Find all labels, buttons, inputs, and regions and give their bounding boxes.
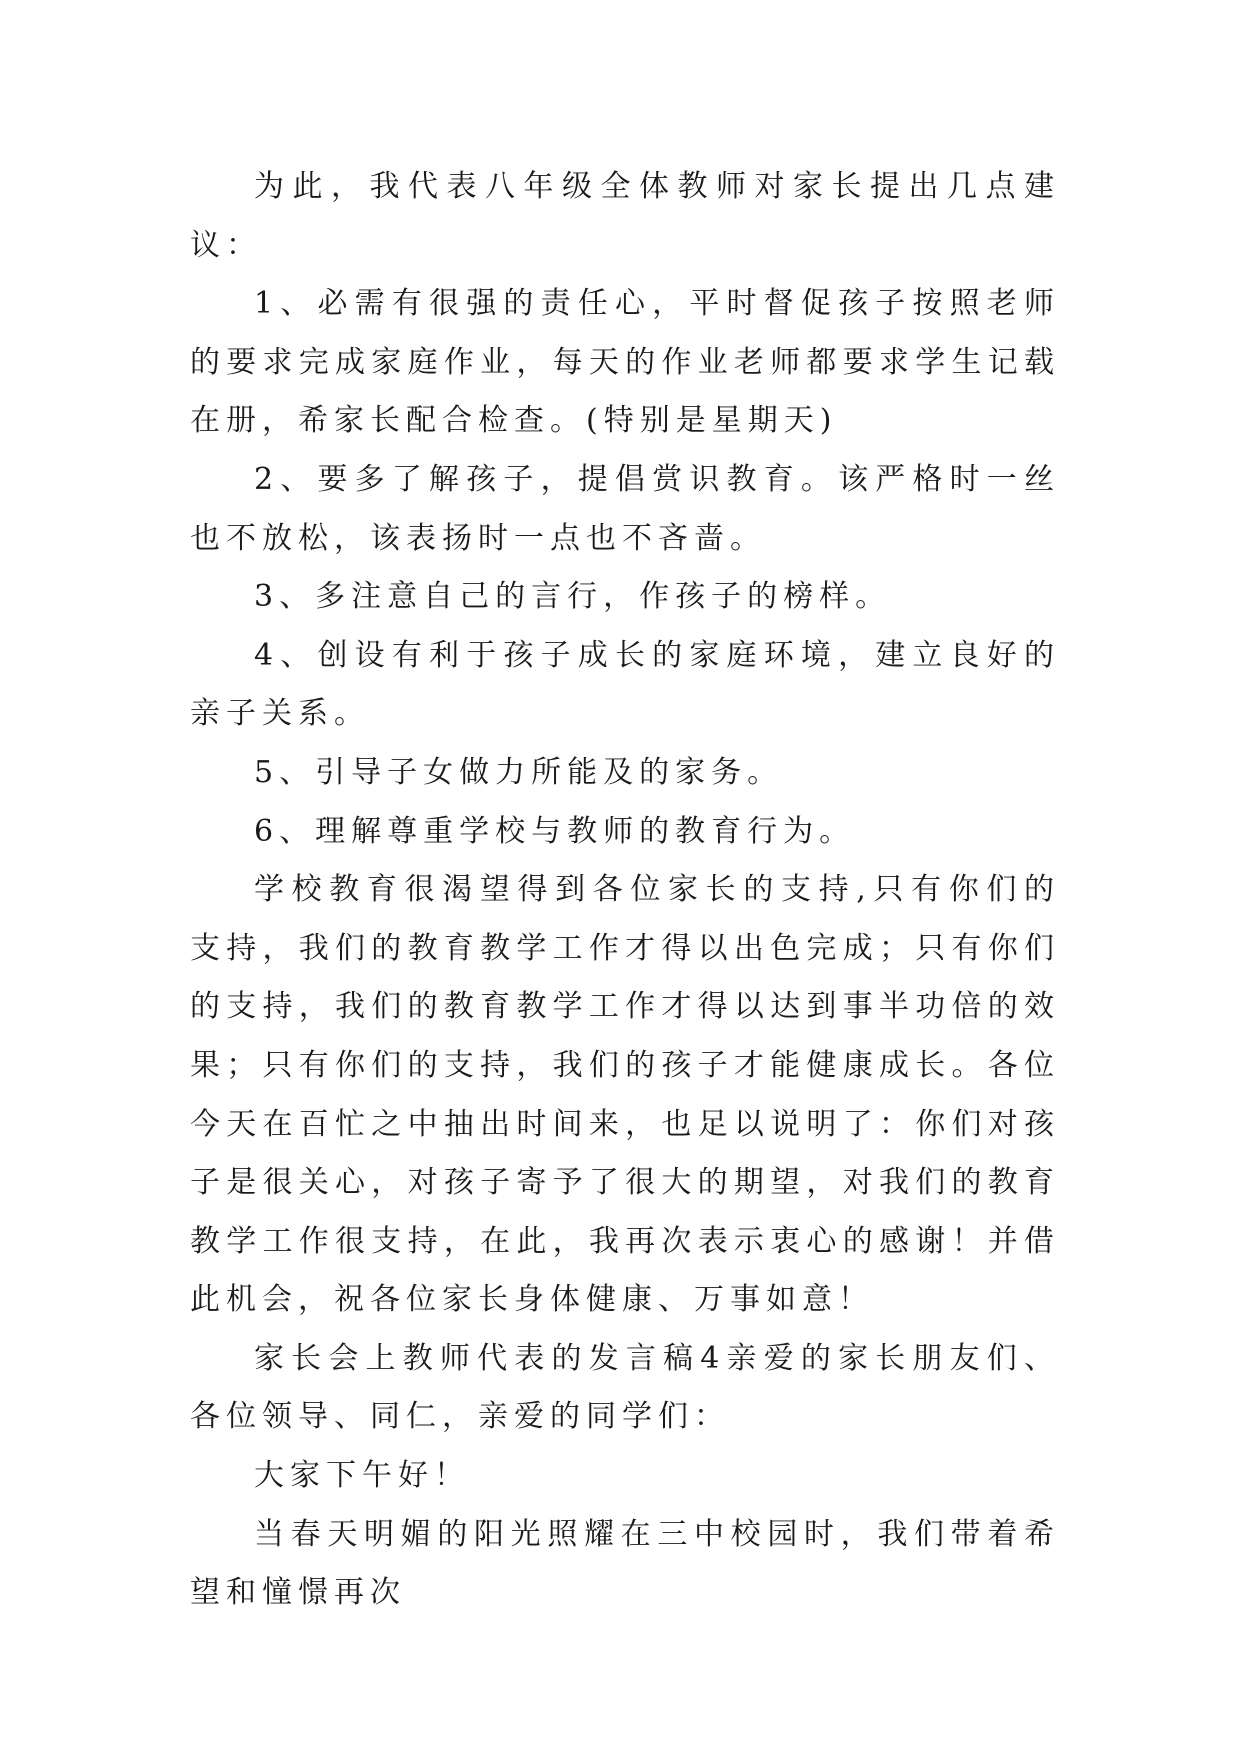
paragraph-suggestion-6: 6、理解尊重学校与教师的教育行为。	[254, 813, 856, 849]
paragraph-spring: 当春天明媚的阳光照耀在三中校园时，我们带着希望和憧憬再次	[190, 1516, 1060, 1611]
paragraph-thanks: 学校教育很渴望得到各位家长的支持,只有你们的支持，我们的教育教学工作才得以出色完成；只有你们的支持，我们的教育教学工作才得以达到事半功倍的效果；只有你们的支持，我们的孩子才能健康成长。各位今天在百忙之中抽出时间来，也足以说明了：你们对孩子是很关心，对孩子寄予了很大的期望，对我们的教育教学工作很支持，在此，我再次表示衷心的感谢！并借此机会，祝各位家长身体健康、万事如意！	[190, 872, 1060, 1318]
paragraph-suggestion-5: 5、引导子女做力所能及的家务。	[254, 754, 784, 790]
paragraph-greeting: 大家下午好！	[254, 1458, 470, 1494]
paragraph-intro: 为此，我代表八年级全体教师对家长提出几点建议：	[190, 169, 1060, 263]
document-body	[190, 158, 1060, 1623]
paragraph-suggestion-4: 4、创设有利于孩子成长的家庭环境，建立良好的亲子关系。	[190, 637, 1060, 732]
paragraph-suggestion-1: 1、必需有很强的责任心，平时督促孩子按照老师的要求完成家庭作业，每天的作业老师都要求学生记载在册，希家长配合检查。(特别是星期天)	[190, 286, 1060, 439]
paragraph-speech-title: 家长会上教师代表的发言稿4亲爱的家长朋友们、各位领导、同仁，亲爱的同学们：	[190, 1340, 1060, 1435]
paragraph-suggestion-2: 2、要多了解孩子，提倡赏识教育。该严格时一丝也不放松，该表扬时一点也不吝啬。	[190, 461, 1060, 556]
paragraph-suggestion-3: 3、多注意自己的言行，作孩子的榜样。	[254, 579, 892, 615]
